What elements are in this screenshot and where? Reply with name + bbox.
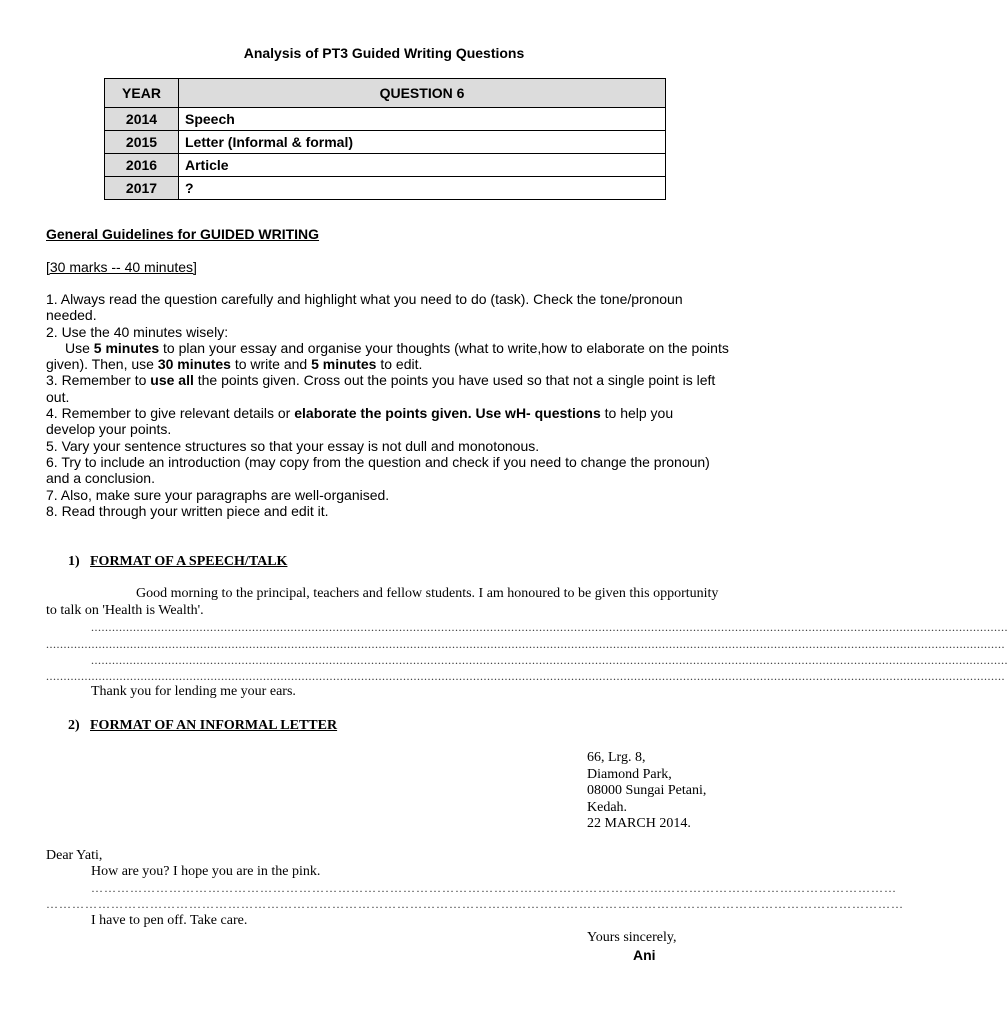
writing-line: …………………………………………………………………………………………………………………………………………………………………… [91,881,897,895]
guideline-text: to help you [600,405,674,422]
question-cell: Article [179,154,666,177]
guideline-emphasis: elaborate the points given. Use wH- questions [294,405,601,422]
table-row [105,131,666,154]
page-title: Analysis of PT3 Guided Writing Questions [243,45,525,61]
guideline-text: 3. Remember to [46,372,151,389]
guideline-item: 7. Also, make sure your paragraphs are well-organised. [46,486,390,503]
letter-format-heading [68,718,337,734]
column-header-question: QUESTION 6 [179,79,666,108]
guideline-item: develop your points. [46,421,172,438]
guideline-text: to plan your essay and organise your thoughts (what to write,how to elaborate on the points [159,339,729,356]
guideline-item [46,405,736,421]
table-row [105,177,666,200]
guideline-item: 5. Vary your sentence structures so that your essay is not dull and monotonous. [46,437,540,454]
writing-line: ...................................................................................................................................................................................................................................................................... [91,620,1008,634]
guideline-text: 4. Remember to give relevant details or [46,405,295,422]
writing-line: .................................................................................................................................................................................................................................................................................. [46,669,1005,683]
section-title: FORMAT OF A SPEECH/TALK [90,554,288,569]
question-table [104,78,666,200]
letter-salutation: Dear Yati, [46,848,103,863]
letter-signoff: Yours sincerely, [587,930,677,945]
guideline-item: 8. Read through your written piece and edit it. [46,502,329,519]
guideline-item: out. [46,388,70,405]
question-cell: Speech [179,108,666,131]
guideline-text: the points given. Cross out the points you have used so that not a single point is left [193,372,716,389]
sender-address [587,750,706,833]
speech-format-heading [68,554,287,570]
writing-line: .................................................................................................................................................................................................................................................................................. [46,637,1005,651]
year-cell: 2014 [105,108,179,131]
question-cell: ? [179,177,666,200]
guideline-item: 6. Try to include an introduction (may copy from the question and check if you need to change the pronoun) [46,453,710,470]
table-row [105,154,666,177]
guideline-text: Use [65,339,94,356]
guideline-emphasis: 5 minutes [311,356,377,373]
section-number: 2) [68,718,80,733]
guidelines-list [46,291,736,519]
guideline-text: given). Then, use [46,356,158,373]
guideline-emphasis: 5 minutes [93,339,160,356]
letter-closing-line: I have to pen off. Take care. [91,913,248,928]
letter-date: 22 MARCH 2014. [587,816,691,831]
guideline-emphasis: use all [150,372,194,389]
address-line: 08000 Sungai Petani, [587,783,707,798]
column-header-year: YEAR [105,79,179,108]
address-line: Kedah. [587,799,628,815]
table-row [105,108,666,131]
address-line: Diamond Park, [587,766,672,782]
speech-opening-line: to talk on 'Health is Wealth'. [46,603,204,618]
guideline-emphasis: 30 minutes [157,356,231,373]
letter-opening-line: How are you? I hope you are in the pink. [91,864,321,879]
guideline-item: and a conclusion. [46,470,155,487]
section-title: FORMAT OF AN INFORMAL LETTER [90,718,338,733]
year-cell: 2017 [105,177,179,200]
guideline-item [46,356,736,372]
speech-closing-line: Thank you for lending me your ears. [91,684,296,699]
speech-opening-line: Good morning to the principal, teachers and fellow students. I am honoured to be given this opportunity [136,586,719,601]
address-line: 66, Lrg. 8, [587,750,646,765]
section-number: 1) [68,554,80,569]
question-cell: Letter (Informal & formal) [179,131,666,154]
letter-signature: Ani [633,947,656,963]
table-header-row [105,79,666,108]
marks-duration: [30 marks -- 40 minutes] [46,259,197,275]
writing-line: ……………………………………………………………………………………………………………………………………………………………………………… [46,897,904,911]
guideline-text: to edit. [376,356,423,373]
guideline-item: 2. Use the 40 minutes wisely: [46,323,229,340]
year-cell: 2015 [105,131,179,154]
guideline-item: needed. [46,307,97,324]
guidelines-heading: General Guidelines for GUIDED WRITING [46,226,320,242]
year-cell: 2016 [105,154,179,177]
guideline-item [46,340,736,356]
guideline-item [46,372,736,388]
guideline-item: 1. Always read the question carefully and highlight what you need to do (task). Check the tone/pronoun [46,291,683,307]
guideline-text: to write and [230,356,312,373]
writing-line: ...................................................................................................................................................................................................................................................................... [91,653,1008,667]
